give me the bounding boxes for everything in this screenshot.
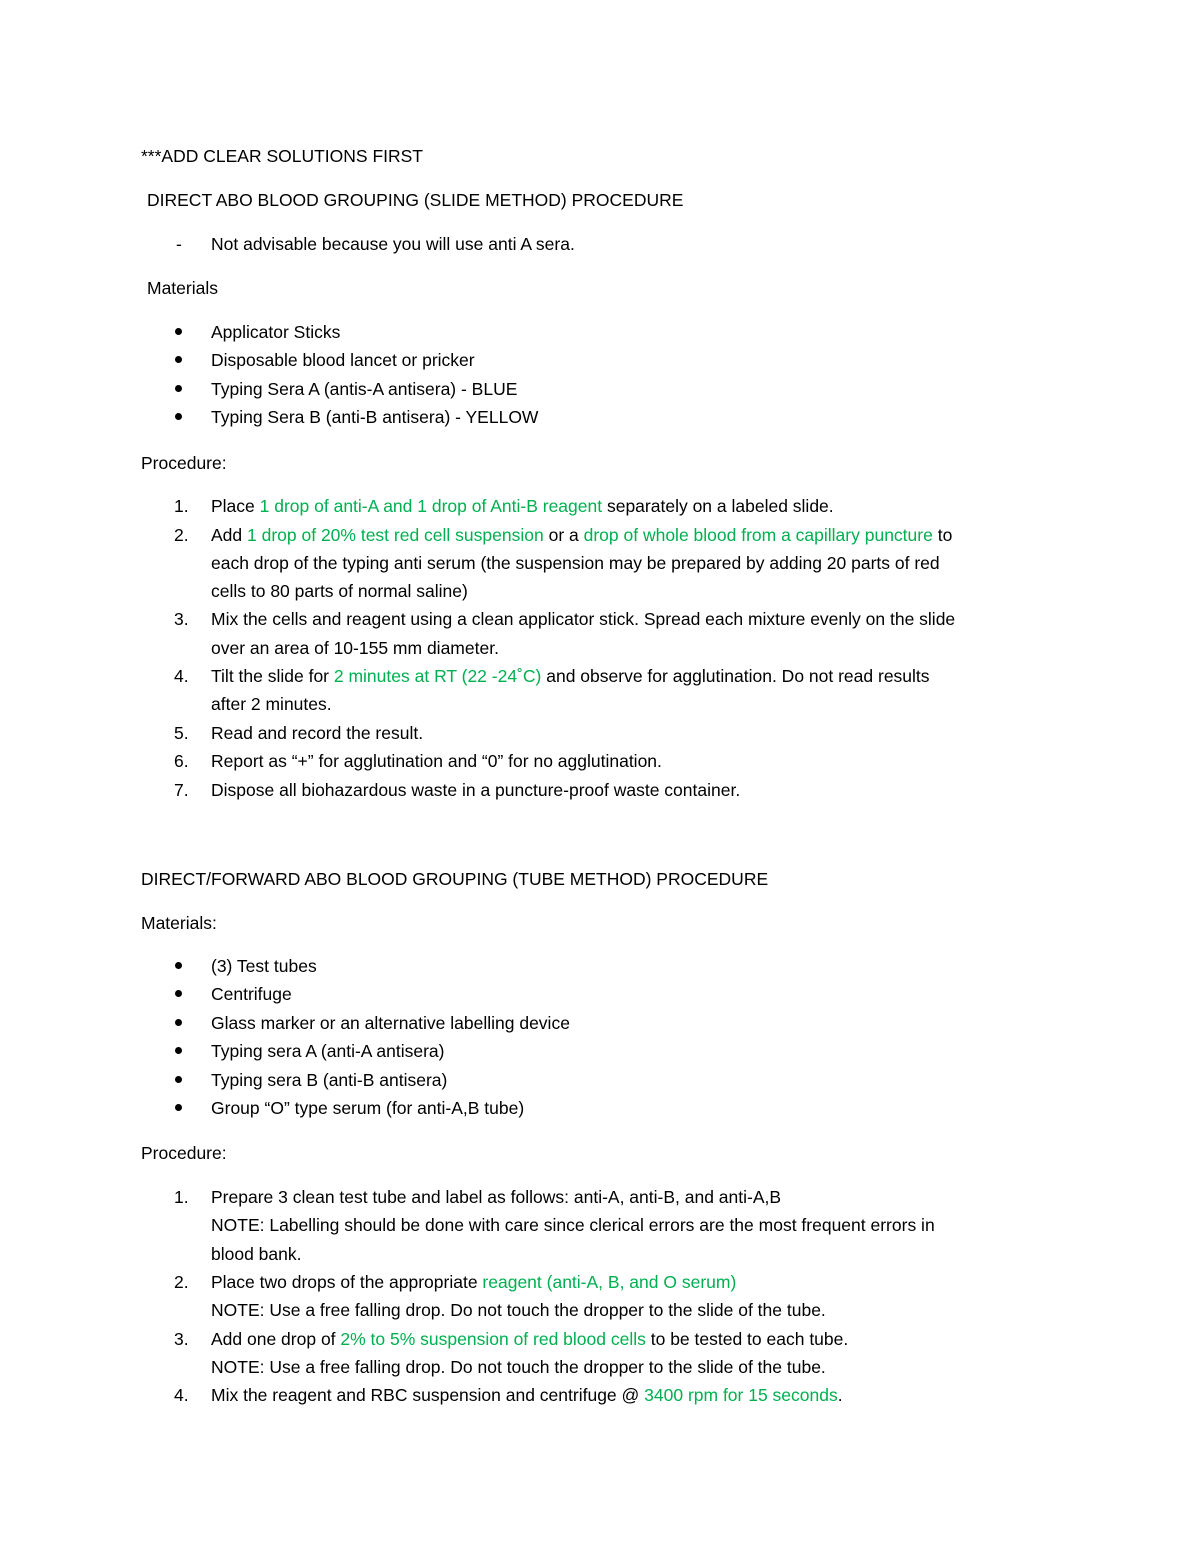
section1-materials-label: Materials [147, 278, 218, 298]
step-text-line [211, 1356, 826, 1378]
step-text: NOTE: Use a free falling drop. Do not touch the dropper to the slide of the tube. [211, 1300, 826, 1321]
step-text: Read and record the result. [211, 722, 424, 743]
step-text: to [932, 524, 953, 545]
step-text-line [211, 779, 740, 801]
step-text-line [211, 495, 834, 517]
step-text: separately on a labeled slide. [602, 496, 834, 516]
highlighted-text: 3400 rpm for 15 seconds [644, 1385, 838, 1406]
step-number: 5. [174, 722, 189, 743]
section2-materials-label: Materials: [141, 913, 217, 933]
step-text: cells to 80 parts of normal saline) [211, 580, 468, 601]
step-text-line [211, 750, 662, 772]
step-number: 1. [174, 1187, 189, 1207]
step-text: Dispose all biohazardous waste in a puncture-proof waste container. [211, 779, 741, 800]
section1-note-text: Not advisable because you will use anti A sera. [211, 234, 575, 254]
step-text: blood bank. [211, 1243, 302, 1264]
section2-procedure-label: Procedure: [141, 1143, 227, 1163]
step-text: to be tested to each tube. [645, 1328, 849, 1349]
step-number: 2. [174, 524, 189, 545]
step-number: 2. [174, 1271, 189, 1292]
section1-title: DIRECT ABO BLOOD GROUPING (SLIDE METHOD) PROCEDURE [147, 190, 684, 210]
step-text: . [837, 1385, 843, 1406]
bullet-icon [175, 962, 182, 969]
step-number: 7. [174, 779, 189, 800]
bullet-icon [175, 990, 182, 997]
step-text: Report as “+” for agglutination and “0” for no agglutination. [211, 751, 662, 772]
step-number: 4. [174, 1385, 189, 1406]
step-text-line [211, 1271, 736, 1293]
step-text: Place two drops of the appropriate [211, 1271, 483, 1292]
step-text-line [211, 1328, 848, 1350]
step-text: Mix the cells and reagent using a clean applicator stick. Spread each mixture evenly on the slide [211, 609, 956, 630]
list-item: Applicator Sticks [211, 322, 341, 342]
bullet-icon [175, 1047, 182, 1054]
list-item: Typing sera A (anti-A antisera) [211, 1041, 445, 1061]
step-number: 3. [174, 1328, 189, 1349]
list-item: Typing Sera B (anti-B antisera) - YELLOW [211, 407, 539, 427]
list-item: Typing sera B (anti-B antisera) [211, 1070, 448, 1090]
header-note: ***ADD CLEAR SOLUTIONS FIRST [141, 146, 423, 166]
list-item: Disposable blood lancet or pricker [211, 350, 475, 370]
highlighted-text: 1 drop of anti-A and 1 drop of Anti-B reagent [259, 496, 603, 516]
step-text-line [211, 1384, 843, 1406]
step-number: 6. [174, 751, 189, 772]
step-text: Add [211, 524, 247, 545]
highlighted-text: reagent (anti-A, B, and O serum) [482, 1271, 737, 1292]
step-text-line [211, 524, 952, 546]
step-text-line [211, 1214, 935, 1236]
list-item: (3) Test tubes [211, 956, 317, 976]
step-text-line [211, 580, 468, 602]
step-text: Prepare 3 clean test tube and label as follows: anti-A, anti-B, and anti-A,B [211, 1187, 782, 1207]
list-item: Glass marker or an alternative labelling device [211, 1013, 570, 1033]
step-text: each drop of the typing anti serum (the suspension may be prepared by adding 20 parts of red [211, 552, 940, 573]
dash-marker: - [176, 234, 182, 254]
bullet-icon [175, 356, 182, 363]
highlighted-text: 2% to 5% suspension of red blood cells [340, 1328, 646, 1349]
step-text-line [211, 722, 423, 744]
section2-title: DIRECT/FORWARD ABO BLOOD GROUPING (TUBE METHOD) PROCEDURE [141, 869, 769, 889]
step-number: 1. [174, 496, 189, 516]
highlighted-text: 2 minutes at RT (22 -24˚C) [333, 666, 542, 687]
step-text: or a [543, 524, 584, 545]
step-text: NOTE: Use a free falling drop. Do not touch the dropper to the slide of the tube. [211, 1356, 826, 1377]
step-text-line [211, 608, 955, 630]
bullet-icon [175, 1104, 182, 1111]
step-text: and observe for agglutination. Do not read results [541, 666, 930, 687]
bullet-icon [175, 328, 182, 335]
list-item: Centrifuge [211, 984, 292, 1004]
step-text: over an area of 10-155 mm diameter. [211, 637, 499, 658]
step-text: Place [211, 496, 260, 516]
step-text-line [211, 665, 930, 687]
bullet-icon [175, 1019, 182, 1026]
bullet-icon [175, 413, 182, 420]
step-text-line [211, 637, 499, 659]
step-text: Add one drop of [211, 1328, 341, 1349]
step-text-line [211, 552, 940, 574]
step-text: Mix the reagent and RBC suspension and centrifuge @ [211, 1385, 645, 1406]
list-item: Typing Sera A (antis-A antisera) - BLUE [211, 379, 518, 399]
step-number: 4. [174, 666, 189, 687]
step-text: after 2 minutes. [211, 694, 332, 715]
step-text-line [211, 1186, 781, 1208]
highlighted-text: drop of whole blood from a capillary puncture [583, 524, 933, 545]
step-text-line [211, 1243, 302, 1265]
step-text-line [211, 693, 332, 715]
highlighted-text: 1 drop of 20% test red cell suspension [247, 524, 544, 545]
step-text: NOTE: Labelling should be done with care since clerical errors are the most frequent errors in [211, 1215, 935, 1236]
step-text: Tilt the slide for [211, 666, 334, 687]
bullet-icon [175, 385, 182, 392]
section1-procedure-label: Procedure: [141, 453, 227, 473]
step-text-line [211, 1299, 826, 1321]
list-item: Group “O” type serum (for anti-A,B tube) [211, 1098, 525, 1118]
bullet-icon [175, 1076, 182, 1083]
step-number: 3. [174, 609, 189, 630]
